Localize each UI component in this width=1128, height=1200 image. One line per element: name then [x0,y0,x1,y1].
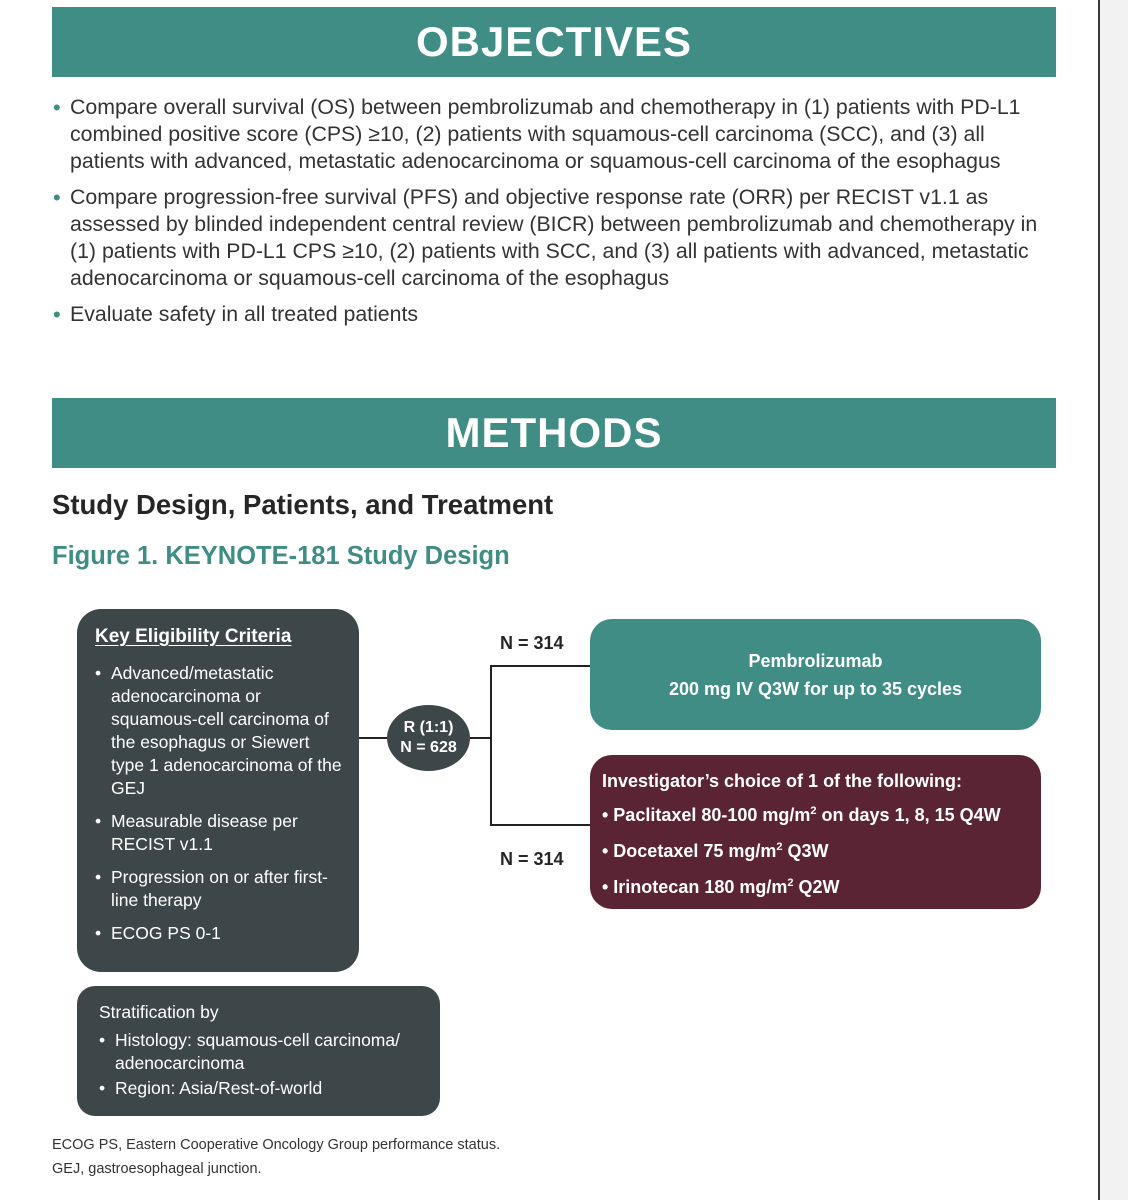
bullet-dot-icon: • [99,1030,106,1050]
eligibility-item [95,866,345,912]
pembrolizumab-dose: 200 mg IV Q3W for up to 35 cycles [668,678,963,699]
arm-n-label: N = 314 [500,849,564,869]
footnote: GEJ, gastroesophageal junction. [52,1161,262,1177]
chemotherapy-text: • Docetaxel 75 mg/m [602,841,777,861]
eligibility-text: Advanced/metastatic adenocarcinoma or squamous-cell carcinoma of the esophagus or Siewert type 1 adenocarcinoma of the GEJ [111,663,342,798]
randomization-ratio: R (1:1) [403,719,454,736]
bullet-dot-icon: • [53,95,61,120]
eligibility-text: ECOG PS 0-1 [111,923,221,943]
superscript: 2 [810,805,817,817]
bullet-dot-icon: • [95,663,102,683]
stratification-box [77,986,440,1116]
objective-text: Evaluate safety in all treated patients [70,302,419,326]
section-heading: Study Design, Patients, and Treatment [52,489,554,520]
objectives-title: OBJECTIVES [415,18,693,65]
stratification-title: Stratification by [99,1002,219,1022]
bullet-dot-icon: • [95,867,102,887]
bullet-dot-icon: • [95,811,102,831]
eligibility-box [77,609,359,972]
connector-line [490,665,590,667]
stratification-item [99,1077,426,1100]
stratification-list [99,1029,426,1100]
connector-line [359,737,387,739]
stratification-item [99,1029,426,1075]
bullet-dot-icon: • [53,185,61,210]
connector-line [490,824,590,826]
eligibility-item [95,662,345,800]
chemotherapy-item [602,871,1031,899]
objectives-banner [52,7,1056,77]
chemotherapy-text: Q3W [782,841,829,861]
superscript: 2 [787,877,794,889]
chemotherapy-text: • Irinotecan 180 mg/m [602,877,788,897]
figure-title: Figure 1. KEYNOTE-181 Study Design [52,542,510,570]
connector-line [470,737,491,739]
randomization-oval [387,705,470,771]
chemotherapy-list [602,799,1031,899]
objective-item [52,301,1062,328]
chemotherapy-text: Q2W [793,877,840,897]
eligibility-text: Progression on or after first-line therapy [111,867,328,910]
objective-text: Compare progression-free survival (PFS) and objective response rate (ORR) per RECIST v1.1 as assessed by blinded independent central review (BICR) between pembrolizumab and chemotherapy in (1) patients with PD-L1 CPS ≥10, (2) patients with SCC, and (3) all patients with advanced, metastatic adenocarcinoma or squamous-cell carcinoma of the esophagus [70,185,1038,290]
pembrolizumab-arm-box [590,619,1041,730]
methods-banner [52,398,1056,468]
objective-text: Compare overall survival (OS) between pembrolizumab and chemotherapy in (1) patients with PD-L1 combined positive score (CPS) ≥10, (2) patients with squamous-cell carcinoma (SCC), and (3) all patients with advanced, metastatic adenocarcinoma or squamous-cell carcinoma of the esophagus [70,95,1021,173]
chemotherapy-item [602,835,1031,863]
bullet-dot-icon: • [99,1078,106,1098]
bullet-dot-icon: • [95,923,102,943]
stratification-text: Histology: squamous-cell carcinoma/ adenocarcinoma [115,1030,400,1073]
footnote: ECOG PS, Eastern Cooperative Oncology Group performance status. [52,1137,501,1153]
bullet-dot-icon: • [53,302,61,327]
superscript: 2 [776,841,783,853]
eligibility-item [95,922,345,945]
chemotherapy-item [602,799,1031,827]
stratification-text: Region: Asia/Rest-of-world [115,1078,323,1098]
eligibility-item [95,810,345,856]
objective-item [52,94,1062,175]
chemotherapy-text: • Paclitaxel 80-100 mg/m [602,805,811,825]
chemotherapy-text: on days 1, 8, 15 Q4W [816,805,1001,825]
chemotherapy-arm-box [590,755,1041,909]
eligibility-list [95,662,345,945]
arm-n-label: N = 314 [500,633,564,653]
page-edge-line [1098,0,1100,1200]
randomization-n: N = 628 [400,739,457,756]
chemotherapy-title: Investigator’s choice of 1 of the following: [602,771,963,791]
eligibility-text: Measurable disease per RECIST v1.1 [111,811,298,854]
page-edge-shade [1100,0,1128,1200]
methods-title: METHODS [445,409,663,456]
pembrolizumab-name: Pembrolizumab [748,650,883,671]
objective-item [52,184,1062,292]
connector-line [490,665,492,825]
eligibility-title: Key Eligibility Criteria [95,626,292,647]
objectives-list [52,94,1062,337]
